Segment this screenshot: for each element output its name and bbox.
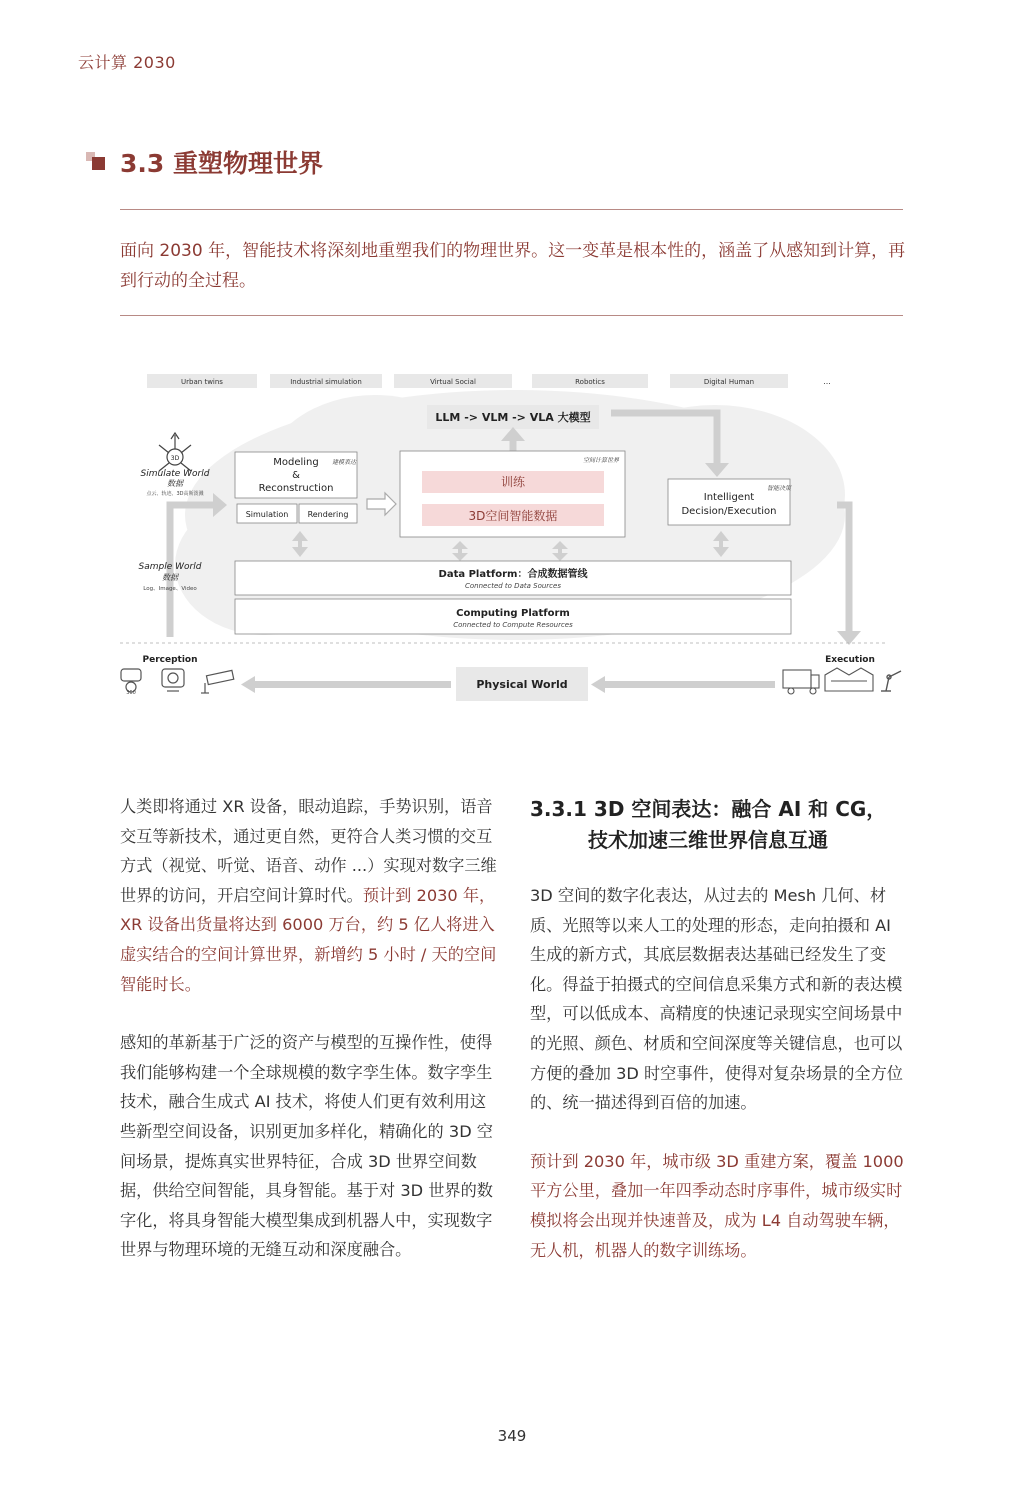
left-paragraph-1-highlight: 预计到 2030 年，XR 设备出货量将达到 6000 万台，约 5 亿人将进入虚实结合的空间计算世界，新增约 5 小时 / 天的空间智能时长。 (120, 885, 497, 994)
simulate-world-title: Simulate World (140, 469, 210, 479)
spatial-data-label: 3D空间智能数据 (468, 509, 558, 523)
arrow-physical-to-perception (255, 681, 451, 688)
page-number: 349 (497, 1427, 527, 1445)
3d-label: 3D (170, 455, 180, 462)
modeling-side-label: 建模表达 (331, 459, 357, 466)
robot-arm-icon (881, 671, 901, 691)
subsection-title (530, 794, 920, 856)
icon-360-label: 360 (126, 690, 136, 696)
subsection-title-line1: 3.3.1 3D 空间表达：融合 AI 和 CG， (530, 797, 887, 821)
left-paragraph-1 (120, 792, 498, 999)
tag-more: ... (823, 377, 831, 386)
execution-label: Execution (825, 655, 875, 665)
truck-icon (783, 670, 819, 694)
subsection-title-line2: 技术加速三维世界信息互通 (588, 828, 828, 852)
simulation-label: Simulation (245, 510, 289, 519)
data-platform-title: Data Platform：合成数据管线 (438, 569, 588, 580)
sample-world-detail: Log、Image、Video (143, 586, 197, 592)
tag-digital-human: Digital Human (703, 378, 755, 386)
train-label: 训练 (500, 475, 526, 489)
spatial-label: 空间计算世界 (582, 457, 619, 464)
section-square-icon (86, 152, 106, 170)
decision-line1: Intelligent (703, 492, 755, 503)
left-column (120, 792, 498, 1265)
modeling-line2: & (292, 470, 300, 481)
rendering-label: Rendering (307, 510, 349, 519)
left-paragraph-1-text: 人类即将通过 XR 设备，眼动追踪，手势识别，语音交互等新技术，通过更自然，更符合人类习惯的交互方式（视觉、听觉、语音、动作 ...）实现对数字三维世界的访问，开启空间计算时代。 (120, 797, 497, 905)
data-platform-sub: Connected to Data Sources (465, 582, 561, 590)
physical-world-label: Physical World (476, 678, 568, 691)
running-header: 云计算 2030 (78, 53, 176, 72)
cctv-icon (201, 670, 234, 693)
simulate-world-detail: 点云、轨迹、3D高斯泼溅 (146, 491, 204, 497)
vr-headset-icon (121, 669, 141, 692)
tag-virtual-social: Virtual Social (430, 378, 476, 386)
decision-line2: Decision/Execution (681, 506, 777, 517)
camera-icon (162, 669, 184, 691)
intro-top-rule (120, 209, 903, 210)
modeling-line1: Modeling (273, 457, 319, 468)
tag-industrial-simulation: Industrial simulation (290, 378, 362, 386)
physical-world-diagram (115, 365, 915, 710)
modeling-line3: Reconstruction (258, 483, 334, 494)
computing-platform-title: Computing Platform (456, 608, 570, 619)
computing-platform-sub: Connected to Compute Resources (453, 621, 573, 629)
left-paragraph-2: 感知的革新基于广泛的资产与模型的互操作性，使得我们能够构建一个全球规模的数字孪生体。数字孪生技术，融合生成式 AI 技术，将使人们更有效利用这些新型空间设备，识别更加多样化，精确化的 3D 空间场景，提炼真实世界特征，合成 3D 世界空间数据，供给空间智能，具身智能。基于对 3D 世界的数字化，将具身智能大模型集成到机器人中，实现数字世界与物理环境的无缝互动和深度融合。 (120, 1033, 493, 1260)
intro-bottom-rule (120, 315, 903, 316)
tag-urban-twins: Urban twins (181, 378, 223, 386)
llm-label: LLM -> VLM -> VLA 大模型 (435, 411, 591, 424)
intro-paragraph: 面向 2030 年，智能技术将深刻地重塑我们的物理世界。这一变革是根本性的，涵盖了从感知到计算，再到行动的全过程。 (120, 241, 906, 291)
right-column (530, 881, 908, 1265)
right-paragraph-1: 3D 空间的数字化表达，从过去的 Mesh 几何、材质、光照等以来人工的处理的形态，走向拍摄和 AI 生成的新方式，其底层数据表达基础已经发生了变化。得益于拍摄式的空间信息采集方式和新的表达模型，可以低成本、高精度的快速记录现实空间场景中的光照、颜色、材质和空间深度等关键信息，也可以方便的叠加 3D 时空事件，使得对复杂场景的全方位的、统一描述得到百倍的加速。 (530, 886, 903, 1113)
simulate-world-sub: 数据 (167, 479, 183, 488)
decision-side-label: 智能决策 (766, 485, 792, 492)
sample-world-title: Sample World (138, 562, 202, 572)
3d-cube-icon (159, 433, 191, 471)
right-paragraph-2-highlight: 预计到 2030 年，城市级 3D 重建方案，覆盖 1000 平方公里，叠加一年四季动态时序事件，城市级实时模拟将会出现并快速普及，成为 L4 自动驾驶车辆，无人机，机器人的数字训练场。 (530, 1151, 904, 1260)
perception-label: Perception (142, 655, 198, 665)
tag-robotics: Robotics (575, 378, 605, 386)
top-tags (147, 374, 831, 388)
factory-icon (825, 668, 873, 691)
sample-world-sub: 数据 (162, 573, 178, 582)
arrow-execution-to-physical (605, 681, 775, 688)
section-title: 3.3 重塑物理世界 (120, 149, 323, 178)
